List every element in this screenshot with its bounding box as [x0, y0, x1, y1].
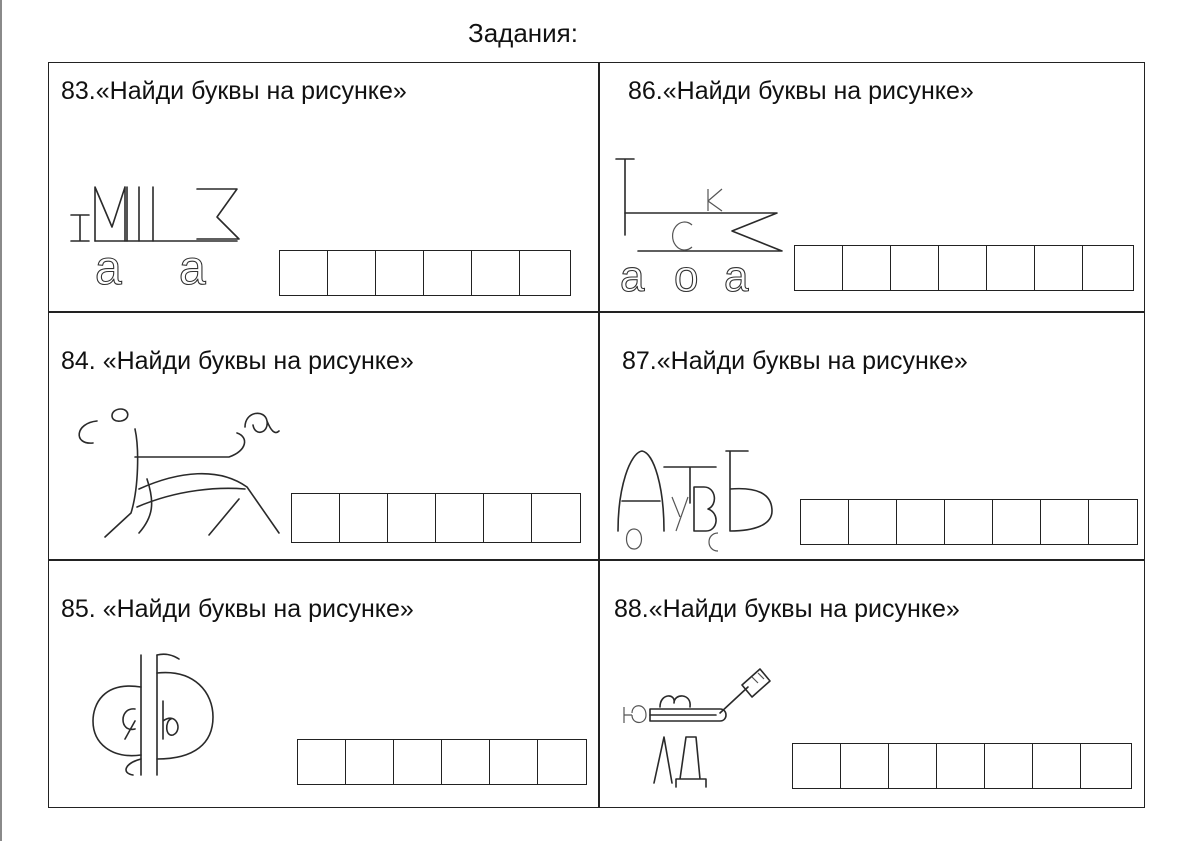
answer-box[interactable] — [490, 740, 538, 784]
answer-box[interactable] — [394, 740, 442, 784]
answer-box[interactable] — [897, 500, 945, 544]
answer-box[interactable] — [1033, 744, 1081, 788]
answer-box[interactable] — [280, 251, 328, 295]
task-title: 84. «Найди буквы на рисунке» — [61, 347, 414, 375]
answer-box[interactable] — [1035, 246, 1083, 290]
letters-picture — [612, 155, 792, 301]
answer-boxes[interactable] — [800, 499, 1138, 545]
answer-box[interactable] — [889, 744, 937, 788]
answer-box[interactable] — [1089, 500, 1137, 544]
answer-box[interactable] — [424, 251, 472, 295]
task-title: 83.«Найди буквы на рисунке» — [61, 77, 407, 105]
answer-boxes[interactable] — [792, 743, 1132, 789]
answer-box[interactable] — [388, 494, 436, 542]
answer-box[interactable] — [472, 251, 520, 295]
answer-box[interactable] — [801, 500, 849, 544]
answer-box[interactable] — [841, 744, 889, 788]
letter-a-drawing: а — [620, 252, 645, 301]
answer-box[interactable] — [939, 246, 987, 290]
letters-picture — [85, 651, 225, 781]
answer-box[interactable] — [945, 500, 993, 544]
answer-box[interactable] — [795, 246, 843, 290]
answer-box[interactable] — [340, 494, 388, 542]
task-cell-87 — [598, 311, 1147, 559]
task-cell-85 — [49, 559, 598, 807]
task-cell-84 — [49, 311, 598, 559]
answer-box[interactable] — [298, 740, 346, 784]
answer-boxes[interactable] — [291, 493, 581, 543]
answer-box[interactable] — [1041, 500, 1089, 544]
answer-boxes[interactable] — [794, 245, 1134, 291]
answer-box[interactable] — [843, 246, 891, 290]
task-grid — [48, 62, 1145, 808]
answer-box[interactable] — [484, 494, 532, 542]
task-cell-83 — [49, 63, 598, 311]
answer-box[interactable] — [376, 251, 424, 295]
answer-boxes[interactable] — [279, 250, 571, 296]
task-cell-88 — [598, 559, 1147, 807]
answer-box[interactable] — [328, 251, 376, 295]
task-title: 85. «Найди буквы на рисунке» — [61, 595, 414, 623]
letter-a-drawing: а — [95, 242, 122, 295]
answer-box[interactable] — [937, 744, 985, 788]
answer-box[interactable] — [538, 740, 586, 784]
answer-box[interactable] — [891, 246, 939, 290]
answer-box[interactable] — [346, 740, 394, 784]
answer-box[interactable] — [849, 500, 897, 544]
answer-box[interactable] — [985, 744, 1033, 788]
answer-box[interactable] — [1083, 246, 1131, 290]
task-cell-86 — [598, 63, 1147, 311]
answer-box[interactable] — [1081, 744, 1129, 788]
task-title: 86.«Найди буквы на рисунке» — [628, 77, 974, 105]
answer-box[interactable] — [987, 246, 1035, 290]
task-title: 87.«Найди буквы на рисунке» — [622, 347, 968, 375]
letter-a-drawing: а — [724, 252, 749, 301]
answer-box[interactable] — [520, 251, 568, 295]
letters-picture — [620, 667, 780, 787]
answer-box[interactable] — [793, 744, 841, 788]
answer-box[interactable] — [532, 494, 580, 542]
letters-picture — [67, 181, 247, 295]
letter-o-drawing: о — [674, 252, 699, 301]
page-title: Задания: — [468, 18, 578, 48]
letters-picture — [614, 447, 784, 555]
answer-box[interactable] — [436, 494, 484, 542]
answer-box[interactable] — [442, 740, 490, 784]
task-title: 88.«Найди буквы на рисунке» — [614, 595, 960, 623]
page-left-edge — [0, 0, 2, 841]
answer-box[interactable] — [993, 500, 1041, 544]
answer-box[interactable] — [292, 494, 340, 542]
answer-boxes[interactable] — [297, 739, 587, 785]
letters-picture — [69, 407, 289, 547]
letter-a-drawing: а — [179, 242, 206, 295]
